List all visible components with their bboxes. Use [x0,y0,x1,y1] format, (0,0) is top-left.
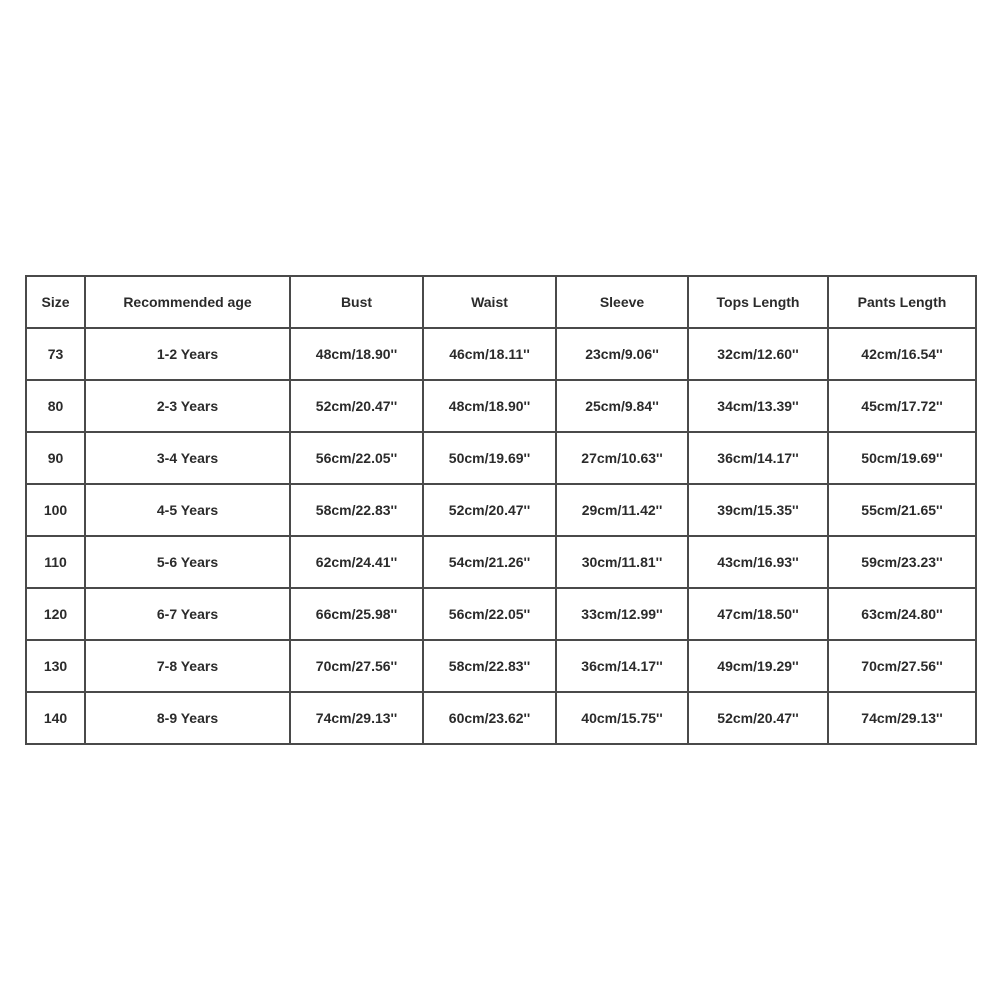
header-row [26,276,976,328]
header-tops-length: Tops Length [688,276,828,328]
header-pants-length: Pants Length [828,276,976,328]
header-sleeve: Sleeve [556,276,688,328]
cell-waist: 52cm/20.47'' [423,484,556,536]
cell-pants-length: 50cm/19.69'' [828,432,976,484]
cell-sleeve: 27cm/10.63'' [556,432,688,484]
cell-sleeve: 30cm/11.81'' [556,536,688,588]
cell-recommended-age: 8-9 Years [85,692,290,744]
cell-pants-length: 55cm/21.65'' [828,484,976,536]
cell-tops-length: 47cm/18.50'' [688,588,828,640]
cell-size: 90 [26,432,85,484]
header-recommended-age: Recommended age [85,276,290,328]
cell-sleeve: 25cm/9.84'' [556,380,688,432]
cell-recommended-age: 6-7 Years [85,588,290,640]
cell-bust: 66cm/25.98'' [290,588,423,640]
cell-size: 130 [26,640,85,692]
cell-tops-length: 49cm/19.29'' [688,640,828,692]
table-header [26,276,976,328]
cell-bust: 58cm/22.83'' [290,484,423,536]
cell-waist: 56cm/22.05'' [423,588,556,640]
cell-sleeve: 29cm/11.42'' [556,484,688,536]
cell-pants-length: 74cm/29.13'' [828,692,976,744]
cell-bust: 62cm/24.41'' [290,536,423,588]
cell-pants-length: 59cm/23.23'' [828,536,976,588]
cell-tops-length: 34cm/13.39'' [688,380,828,432]
table-row [26,380,976,432]
cell-size: 120 [26,588,85,640]
cell-bust: 52cm/20.47'' [290,380,423,432]
header-bust: Bust [290,276,423,328]
cell-waist: 54cm/21.26'' [423,536,556,588]
cell-recommended-age: 2-3 Years [85,380,290,432]
cell-recommended-age: 5-6 Years [85,536,290,588]
table-row [26,588,976,640]
cell-pants-length: 70cm/27.56'' [828,640,976,692]
size-chart-table [25,275,977,745]
cell-sleeve: 23cm/9.06'' [556,328,688,380]
cell-bust: 48cm/18.90'' [290,328,423,380]
cell-size: 100 [26,484,85,536]
cell-tops-length: 36cm/14.17'' [688,432,828,484]
header-waist: Waist [423,276,556,328]
header-size: Size [26,276,85,328]
cell-recommended-age: 4-5 Years [85,484,290,536]
table-row [26,484,976,536]
cell-waist: 60cm/23.62'' [423,692,556,744]
cell-sleeve: 40cm/15.75'' [556,692,688,744]
table-body [26,328,976,744]
cell-pants-length: 45cm/17.72'' [828,380,976,432]
cell-waist: 46cm/18.11'' [423,328,556,380]
table-row [26,536,976,588]
cell-waist: 58cm/22.83'' [423,640,556,692]
cell-size: 140 [26,692,85,744]
table-row [26,328,976,380]
cell-tops-length: 43cm/16.93'' [688,536,828,588]
cell-size: 110 [26,536,85,588]
cell-size: 80 [26,380,85,432]
cell-recommended-age: 1-2 Years [85,328,290,380]
cell-sleeve: 36cm/14.17'' [556,640,688,692]
cell-tops-length: 52cm/20.47'' [688,692,828,744]
cell-bust: 74cm/29.13'' [290,692,423,744]
cell-tops-length: 39cm/15.35'' [688,484,828,536]
cell-waist: 50cm/19.69'' [423,432,556,484]
cell-bust: 56cm/22.05'' [290,432,423,484]
cell-recommended-age: 3-4 Years [85,432,290,484]
table-row [26,692,976,744]
cell-bust: 70cm/27.56'' [290,640,423,692]
table-row [26,432,976,484]
cell-sleeve: 33cm/12.99'' [556,588,688,640]
cell-waist: 48cm/18.90'' [423,380,556,432]
cell-recommended-age: 7-8 Years [85,640,290,692]
cell-tops-length: 32cm/12.60'' [688,328,828,380]
table-row [26,640,976,692]
cell-size: 73 [26,328,85,380]
cell-pants-length: 42cm/16.54'' [828,328,976,380]
cell-pants-length: 63cm/24.80'' [828,588,976,640]
